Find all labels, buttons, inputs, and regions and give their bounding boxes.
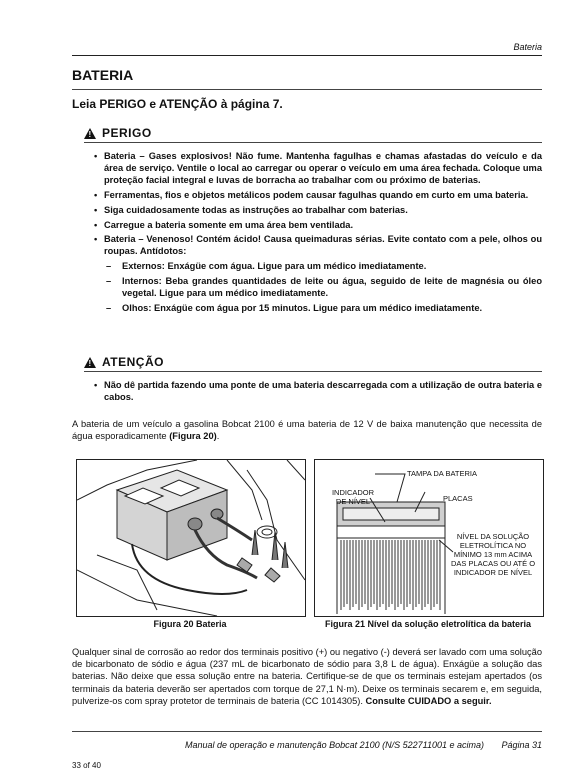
intro-text: A bateria de um veículo a gasolina Bobcat 2100 é uma bateria de 12 V de baixa manutenção que necessita de água esporadicamente xyxy=(72,419,542,442)
footer-manual-title: Manual de operação e manutenção Bobcat 2100 (N/S 522711001 e acima) xyxy=(185,740,485,750)
label-indicador: INDICADOR DE NÍVEL xyxy=(331,488,375,506)
danger-heading-text: PERIGO xyxy=(102,126,152,140)
label-nivel: NÍVEL DA SOLUÇÃO ELETROLÍTICA NO MÍNIMO 13 mm ACIMA DAS PLACAS OU ATÉ O INDICADOR DE NÍVEL xyxy=(450,532,536,577)
antidote-item: – Olhos: Enxágüe com água por 15 minutos. Ligue para um médico imediatamente. xyxy=(94,302,542,314)
danger-item: • Carregue a bateria somente em uma área bem ventilada. xyxy=(94,219,542,231)
body-text: Qualquer sinal de corrosão ao redor dos terminais positivo (+) ou negativo (-) deverá ser lavado com uma solução de bicarbonato de sódio e água (237 mL de bicarbonato de sódio para 3,8 L de água). Enxágüe a solução das baterias. Não deixe que essa solução entre na bateria. Certifique-se de que os terminais estejam apertados (os terminais da bateria deverão ser apertados com torque de 27,1 N·m). Deixe os terminais secarem e, em seguida, pulverize-os com spray protetor de terminais de bateria (CC 1014305). xyxy=(72,647,542,706)
warning-triangle-icon: ! xyxy=(84,357,96,368)
body-paragraph xyxy=(72,646,542,707)
battery-illustration xyxy=(77,460,305,616)
warning-triangle-icon: ! xyxy=(84,128,96,139)
footer-page-number: Página 31 xyxy=(501,740,542,750)
danger-item: • Bateria – Gases explosivos! Não fume. Mantenha fagulhas e chamas afastadas do veículo e da área de serviço. Ventile o local ao carregar ou operar o veículo em uma área fechada. Coloque uma proteção facial integral e luvas de borracha ao trabalhar com ou próximo de baterias. xyxy=(94,150,542,187)
caution-list xyxy=(94,379,542,406)
figure-20-battery xyxy=(76,459,306,617)
danger-heading xyxy=(84,126,152,140)
figure-20-caption: Figura 20 Bateria xyxy=(153,619,227,629)
label-tampa: TAMPA DA BATERIA xyxy=(407,469,478,478)
running-header: Bateria xyxy=(513,42,542,52)
figure-21-electrolyte-level xyxy=(314,459,544,617)
danger-item: • Bateria – Venenoso! Contém ácido! Causa queimaduras sérias. Evite contato com a pele, olhos ou roupas. Antídotos: xyxy=(94,233,542,257)
section-subtitle: Leia PERIGO e ATENÇÃO à página 7. xyxy=(72,97,283,111)
figure-21-caption: Figura 21 Nível da solução eletrolítica da bateria xyxy=(324,619,532,629)
danger-rule xyxy=(84,142,542,143)
caution-item: • Não dê partida fazendo uma ponte de uma bateria descarregada com a utilização de outra bateria e cabos. xyxy=(94,379,542,403)
caution-heading-text: ATENÇÃO xyxy=(102,355,164,369)
pdf-page-counter: 33 of 40 xyxy=(72,761,101,770)
antidote-item: – Internos: Beba grandes quantidades de leite ou água, seguido de leite de magnésia ou óleo vegetal. Ligue para um médico imediatamente. xyxy=(94,275,542,299)
label-placas: PLACAS xyxy=(443,494,473,503)
header-rule xyxy=(72,55,542,56)
title-rule xyxy=(72,89,542,90)
danger-item: • Siga cuidadosamente todas as instruções ao trabalhar com baterias. xyxy=(94,204,542,216)
page-title: BATERIA xyxy=(72,67,134,83)
intro-paragraph xyxy=(72,418,542,442)
caution-rule xyxy=(84,371,542,372)
antidote-item: – Externos: Enxágüe com água. Ligue para um médico imediatamente. xyxy=(94,260,542,272)
caution-heading xyxy=(84,355,164,369)
danger-item: • Ferramentas, fios e objetos metálicos podem causar fagulhas quando em curto em uma bateria. xyxy=(94,189,542,201)
intro-figure-ref: (Figura 20) xyxy=(169,431,217,442)
footer-rule xyxy=(72,731,542,732)
intro-end: . xyxy=(216,431,220,442)
danger-list xyxy=(94,150,542,316)
body-bold-note: Consulte CUIDADO a seguir. xyxy=(365,695,492,706)
